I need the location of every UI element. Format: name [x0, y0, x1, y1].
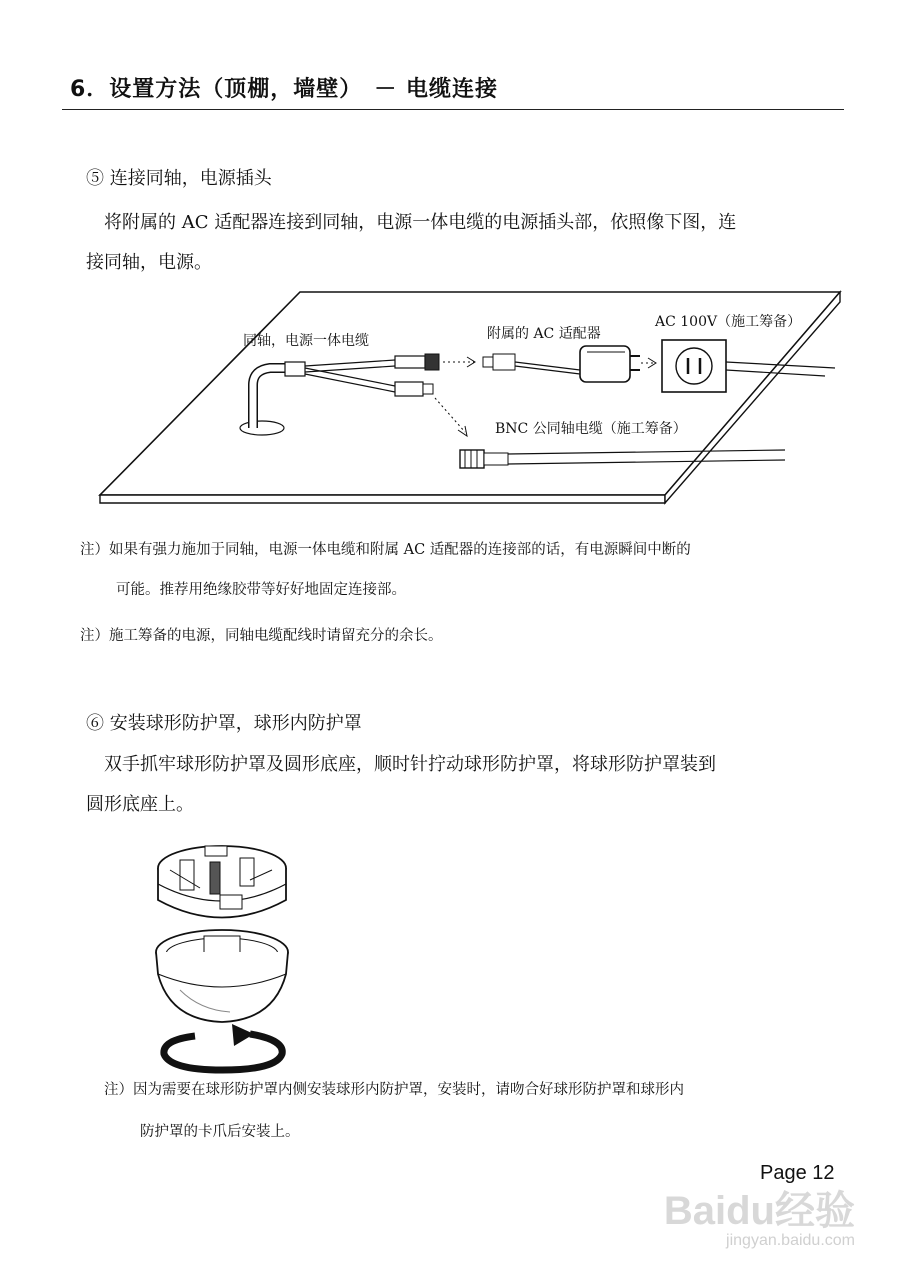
note3-line2: 防护罩的卡爪后安装上。	[140, 1124, 300, 1140]
ac-adapter	[580, 346, 630, 382]
step6-paragraph-line2: 圆形底座上。	[86, 794, 194, 815]
title-divider	[62, 109, 844, 110]
note1-line1: 注）如果有强力施加于同轴，电源一体电缆和附属 AC 适配器的连接部的话，有电源瞬间中断的	[80, 542, 691, 558]
step6-paragraph-line1: 双手抓牢球形防护罩及圆形底座，顺时针拧动球形防护罩，将球形防护罩装到	[86, 754, 716, 775]
step5-paragraph-line2: 接同轴，电源。	[86, 252, 212, 273]
note3-line1: 注）因为需要在球形防护罩内侧安装球形内防护罩，安装时，请吻合好球形防护罩和球形内	[104, 1082, 684, 1098]
dome-cover-illustration	[150, 840, 300, 1075]
watermark-brand: Baidu经验	[663, 1189, 855, 1233]
note2: 注）施工筹备的电源，同轴电缆配线时请留充分的余长。	[80, 628, 443, 644]
page-number: Page 12	[760, 1162, 835, 1184]
note1-line2: 可能。推荐用绝缘胶带等好好地固定连接部。	[116, 582, 406, 598]
cable-connection-diagram	[95, 290, 845, 515]
ceiling-hole	[240, 421, 284, 435]
page-title: 6．设置方法（顶棚，墙壁） － 电缆连接	[70, 77, 498, 102]
step6-heading: ⑥ 安装球形防护罩，球形内防护罩	[86, 713, 362, 734]
watermark-url: jingyan.baidu.com	[726, 1232, 855, 1249]
label-ac-100v: AC 100V（施工筹备）	[655, 314, 802, 330]
step5-heading: ⑤ 连接同轴，电源插头	[86, 168, 272, 189]
label-bnc-cable: BNC 公同轴电缆（施工筹备）	[495, 421, 687, 437]
bnc-connector	[460, 450, 484, 468]
label-ac-adapter: 附属的 AC 适配器	[487, 326, 601, 342]
baidu-watermark	[664, 1190, 855, 1250]
label-coax-power-cable: 同轴，电源一体电缆	[243, 333, 369, 349]
step5-paragraph-line1: 将附属的 AC 适配器连接到同轴，电源一体电缆的电源插头部，依照像下图，连	[86, 212, 737, 233]
